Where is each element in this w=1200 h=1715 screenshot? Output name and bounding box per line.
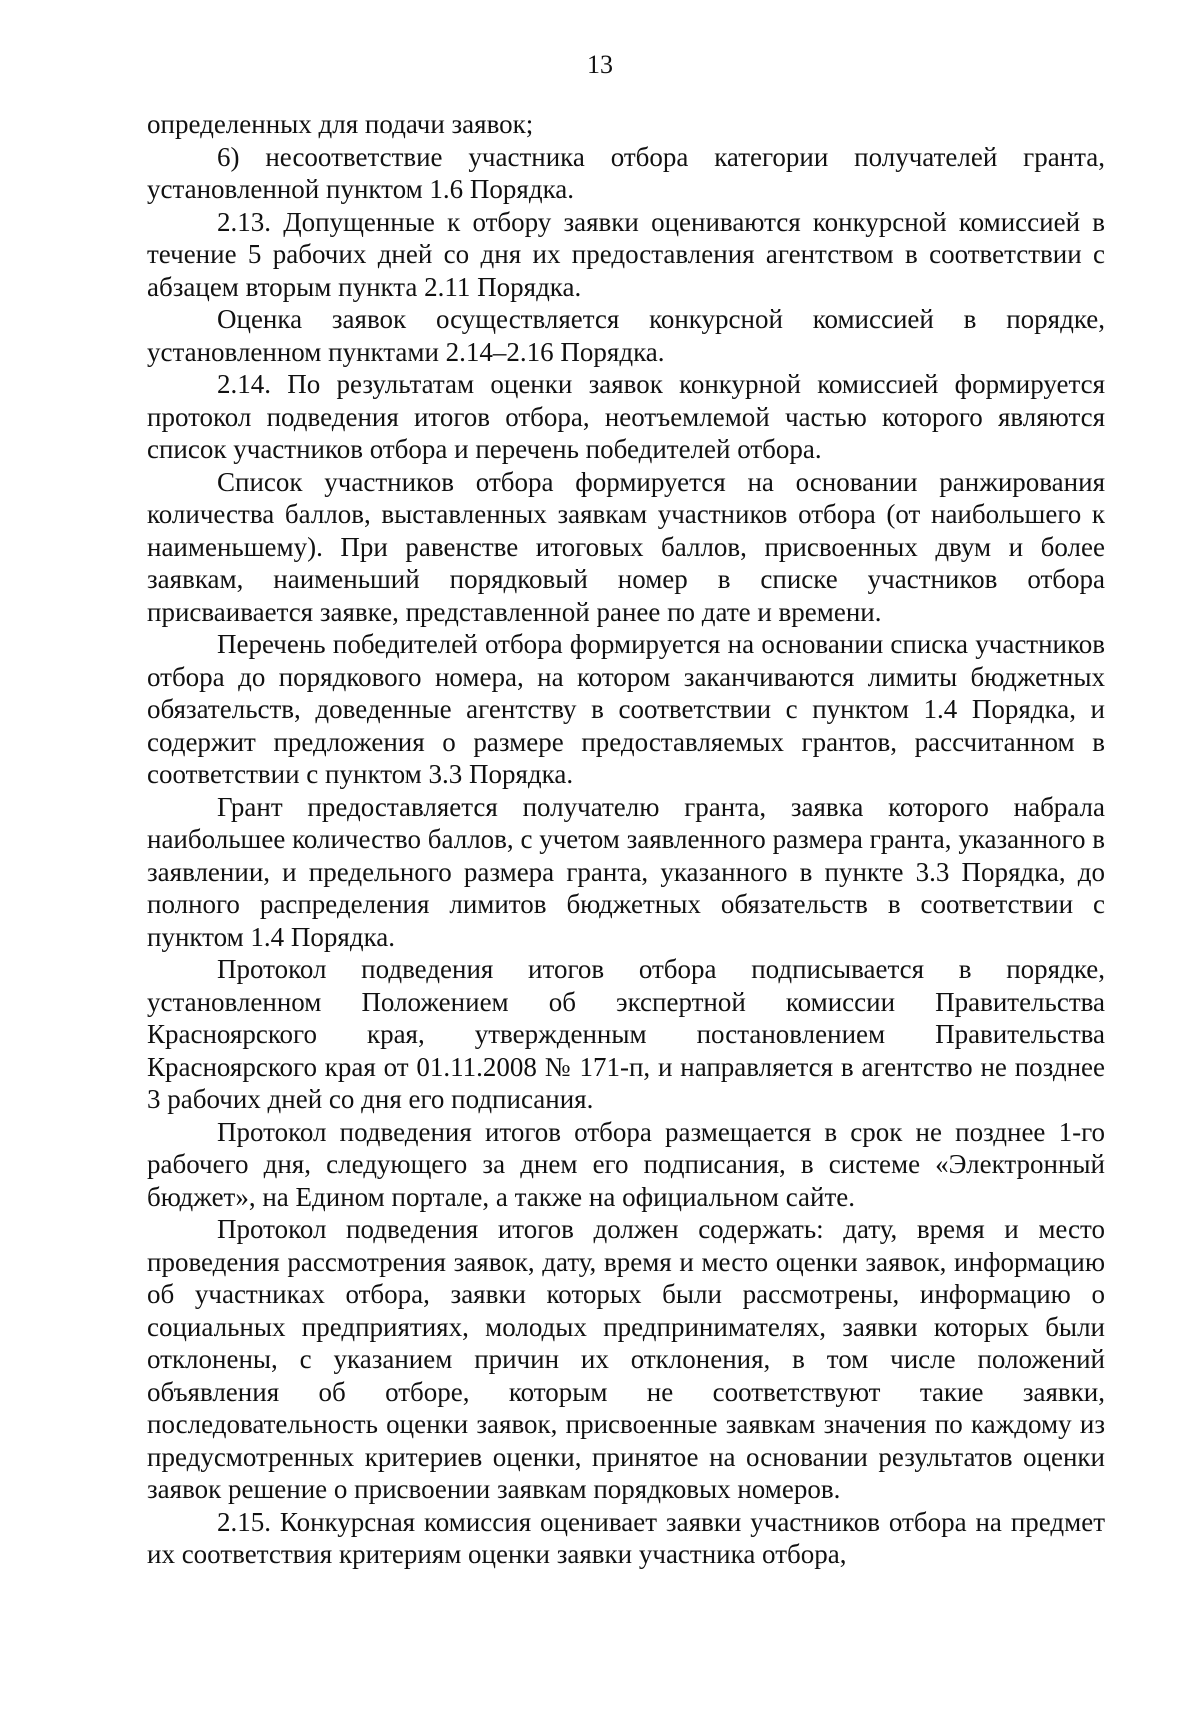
- paragraph-evaluation-order: Оценка заявок осуществляется конкурсной комиссией в порядке, установленном пунктами 2.14–2.16 Порядка.: [147, 304, 1105, 367]
- paragraph-protocol-signing: Протокол подведения итогов отбора подписывается в порядке, установленном Положением об экспертной комиссии Правительства Красноярского края, утвержденным постановлением Правительства Красноярского края от 01.11.2008 № 171-п, и направляется в агентство не позднее 3 рабочих дней со дня его подписания.: [147, 954, 1105, 1114]
- paragraph-continuation: определенных для подачи заявок;: [147, 109, 534, 139]
- paragraph-winners-list: Перечень победителей отбора формируется на основании списка участников отбора до порядкового номера, на котором заканчиваются лимиты бюджетных обязательств, доведенные агентству в соответствии с пунктом 1.4 Порядка, и содержит предложения о размере предоставляемых грантов, рассчитанном в соответствии с пунктом 3.3 Порядка.: [147, 629, 1105, 789]
- page-number: 13: [587, 50, 613, 79]
- paragraph-protocol-contents: Протокол подведения итогов должен содержать: дату, время и место проведения рассмотрения заявок, дату, время и место оценки заявок, информацию об участниках отбора, заявки которых были рассмотрены, информацию о социальных предприятиях, молодых предпринимателях, заявки которых были отклонены, с указанием причин их отклонения, в том числе положений объявления об отборе, которым не соответствуют такие заявки, последовательность оценки заявок, присвоенные заявкам значения по каждому из предусмотренных критериев оценки, принятое на основании результатов оценки заявок решение о присвоении заявкам порядковых номеров.: [147, 1214, 1105, 1504]
- paragraph-2-13: 2.13. Допущенные к отбору заявки оцениваются конкурсной комиссией в течение 5 рабочих дней со дня их предоставления агентством в соответствии с абзацем вторым пункта 2.11 Порядка.: [147, 206, 1105, 302]
- paragraph-protocol-publication: Протокол подведения итогов отбора размещается в срок не позднее 1-го рабочего дня, следующего за днем его подписания, в системе «Электронный бюджет», на Едином портале, а также на официальном сайте.: [147, 1116, 1105, 1212]
- document-body: [147, 108, 1105, 1571]
- paragraph-2-15: 2.15. Конкурсная комиссия оценивает заявки участников отбора на предмет их соответствия критериям оценки заявки участника отбора,: [147, 1506, 1105, 1569]
- paragraph-participant-list: Список участников отбора формируется на основании ранжирования количества баллов, выставленных заявкам участников отбора (от наибольшего к наименьшему). При равенстве итоговых баллов, присвоенных двум и более заявкам, наименьший порядковый номер в списке участников отбора присваивается заявке, представленной ранее по дате и времени.: [147, 466, 1105, 627]
- paragraph-item-6: 6) несоответствие участника отбора категории получателей гранта, установленной пунктом 1.6 Порядка.: [147, 141, 1105, 204]
- paragraph-grant-provision: Грант предоставляется получателю гранта, заявка которого набрала наибольшее количество баллов, с учетом заявленного размера гранта, указанного в заявлении, и предельного размера гранта, указанного в пункте 3.3 Порядка, до полного распределения лимитов бюджетных обязательств в соответствии с пунктом 1.4 Порядка.: [147, 791, 1105, 952]
- paragraph-2-14: 2.14. По результатам оценки заявок конкурной комиссией формируется протокол подведения итогов отбора, неотъемлемой частью которого являются список участников отбора и перечень победителей отбора.: [147, 369, 1105, 464]
